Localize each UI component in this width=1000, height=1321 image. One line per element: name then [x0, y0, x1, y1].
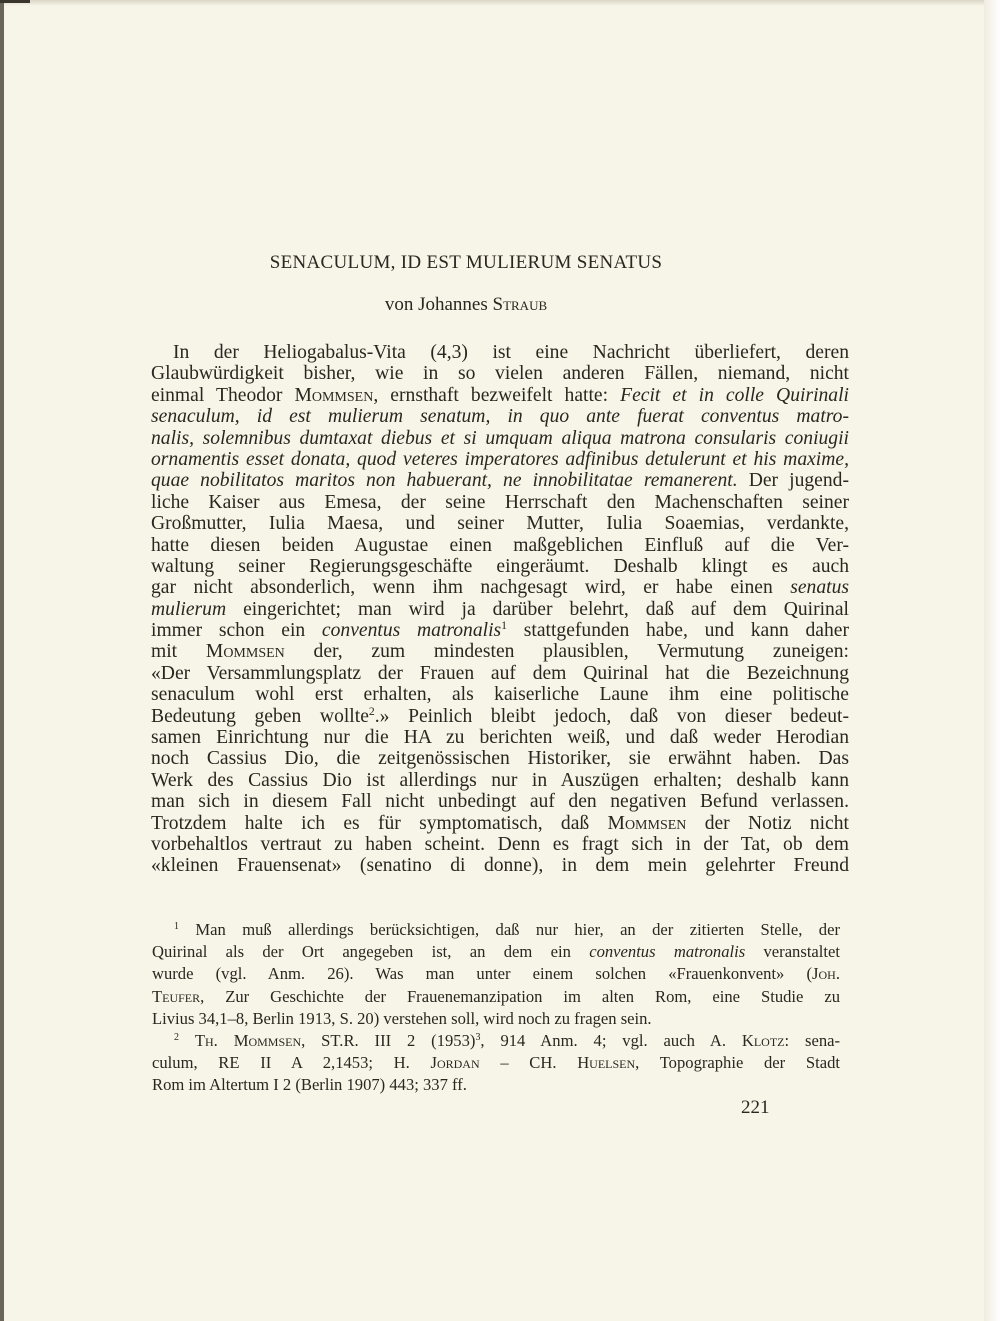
footnote-line — [152, 963, 840, 985]
text-run: Rom im Altertum I 2 (Berlin 1907) 443; 337 ff. — [152, 1075, 467, 1095]
text-run: immer schon ein — [151, 620, 322, 642]
body-line — [151, 834, 849, 855]
text-run: – CH. — [479, 1053, 578, 1073]
smallcaps-name: Teufer — [152, 986, 201, 1006]
text-run: vorbehaltlos vertraut zu haben scheint. Denn es fragt sich in der Tat, ob dem — [151, 833, 849, 855]
body-line — [151, 684, 849, 705]
body-line — [151, 535, 849, 556]
body-line — [151, 706, 849, 727]
footnote-line — [152, 1074, 840, 1096]
body-line — [151, 449, 849, 470]
text-run: Man muß allerdings berücksichtigen, daß nur hier, an der zitierten Stelle, der — [178, 920, 840, 939]
text-run: gar nicht absonderlich, wenn ihm nachgesagt wird, er habe einen — [151, 577, 791, 599]
body-line — [151, 513, 849, 534]
page-number: 221 — [741, 1097, 770, 1118]
body-line — [151, 342, 849, 363]
text-run: «kleinen Frauensenat» (senatino di donne), in dem mein gelehrter Freund — [151, 855, 849, 877]
text-run: Großmutter, Iulia Maesa, und seiner Mutter, Iulia Soaemias, verdankte, — [151, 513, 849, 535]
body-line — [151, 556, 849, 577]
footnote-line — [152, 1052, 840, 1074]
text-run: In der Heliogabalus-Vita (4,3) ist eine Nachricht überliefert, deren — [173, 342, 849, 363]
italic-text: ornamentis esset donata, quod veteres imperatores adfinibus detulerunt et his maxime, — [151, 448, 849, 470]
italic-text: conventus matronalis — [589, 942, 746, 962]
text-run: liche Kaiser aus Emesa, der seine Herrschaft den Machenschaften seiner — [151, 491, 849, 513]
text-run: , ST.R. III 2 (1953) — [301, 1030, 476, 1050]
text-run: der Notiz nicht — [686, 812, 849, 834]
text-run: man sich in diesem Fall nicht unbedingt auf den negativen Befund verlassen. — [151, 791, 849, 813]
text-run: hatte diesen beiden Augustae einen maßgeblichen Einfluß auf die Ver- — [151, 534, 849, 556]
footnote-marker: 1 — [174, 921, 179, 933]
text-run: , ernsthaft bezweifelt hatte: — [373, 384, 621, 406]
text-run: Trotzdem halte ich es für symptomatisch, daß — [151, 812, 608, 834]
body-line — [151, 770, 849, 791]
text-run: , 914 Anm. 4; vgl. auch A. — [480, 1030, 742, 1050]
article-title: SENACULUM, ID EST MULIERUM SENATUS — [269, 252, 663, 273]
author-name: Straub — [492, 294, 548, 315]
smallcaps-name: Mommsen — [607, 812, 687, 834]
text-run: «Der Versammlungsplatz der Frauen auf dem Quirinal hat die Bezeichnung — [151, 662, 849, 684]
body-line — [151, 492, 849, 513]
footnote-line — [152, 919, 840, 941]
body-line — [151, 791, 849, 812]
text-run: Bedeutung geben wollte — [151, 705, 369, 727]
body-line — [151, 470, 849, 491]
body-line — [151, 428, 849, 449]
footnote-marker: 2 — [174, 1031, 179, 1043]
text-run — [179, 1031, 195, 1050]
text-run: waltung seiner Regierungsgeschäfte eingeräumt. Deshalb klingt es auch — [151, 555, 849, 577]
italic-text: conventus matronalis — [321, 620, 502, 642]
smallcaps-name: Th. Mommsen — [194, 1030, 302, 1050]
text-run: der, zum mindesten plausiblen, Vermutung zuneigen: — [284, 641, 849, 663]
text-run: Der jugend- — [737, 470, 849, 492]
scan-edge-corner — [0, 0, 30, 3]
footnote-line — [152, 941, 840, 963]
footnote-marker: 2 — [368, 704, 375, 718]
text-run: senaculum wohl erst erhalten, als kaiserliche Laune ihm eine politische — [151, 684, 849, 706]
italic-text: senaculum, id est mulierum senatum, in quo ante fuerat conventus matro- — [151, 406, 849, 428]
footnote-marker: 1 — [501, 619, 508, 633]
body-line — [151, 855, 849, 876]
body-line — [151, 748, 849, 769]
body-line — [151, 599, 849, 620]
italic-text: senatus — [790, 577, 849, 599]
footnote-marker: 3 — [475, 1031, 481, 1043]
footnote-line — [152, 1030, 840, 1052]
text-run: : sena- — [784, 1030, 841, 1050]
body-text — [151, 342, 849, 877]
scan-edge-left — [0, 0, 4, 1321]
smallcaps-name: Jordan — [430, 1053, 480, 1073]
footnotes — [152, 919, 840, 1097]
italic-text: Fecit et in colle Quirinali — [620, 384, 849, 406]
italic-text: mulierum — [151, 598, 227, 620]
text-run: eingerichtet; man wird ja darüber belehrt, daß auf dem Quirinal — [226, 598, 849, 620]
smallcaps-name: Huelsen — [577, 1053, 636, 1073]
italic-text: quae nobilitatos maritos non habuerant, ne innobilitatae remanerent. — [151, 470, 738, 492]
text-run: , Topographie der Stadt — [635, 1053, 840, 1073]
text-run: Livius 34,1–8, Berlin 1913, S. 20) verstehen soll, wird noch zu fragen sein. — [152, 1008, 652, 1028]
text-run: wurde (vgl. Anm. 26). Was man unter einem solchen «Frauenkonvent» ( — [152, 964, 813, 984]
text-run: mit — [151, 641, 206, 663]
text-run: einmal Theodor — [151, 384, 295, 406]
scan-edge-top — [0, 0, 1000, 6]
text-run: stattgefunden habe, und kann daher — [507, 620, 849, 642]
body-line — [151, 385, 849, 406]
body-line — [151, 406, 849, 427]
smallcaps-name: Klotz — [741, 1030, 785, 1050]
smallcaps-name: Mommsen — [294, 384, 374, 406]
text-run: Werk des Cassius Dio ist allerdings nur in Auszügen erhalten; deshalb kann — [151, 769, 849, 791]
footnote-line — [152, 1008, 840, 1030]
smallcaps-name: Mommsen — [205, 641, 285, 663]
scan-edge-right — [984, 0, 1000, 1321]
smallcaps-name: Joh. — [812, 964, 840, 984]
article-author — [0, 294, 932, 316]
author-prefix: von Johannes — [384, 294, 493, 315]
text-run: .» Peinlich bleibt jedoch, daß von dieser bedeut- — [374, 705, 849, 727]
footnote-line — [152, 986, 840, 1008]
body-line — [151, 641, 849, 662]
text-run: Quirinal als der Ort angegeben ist, an dem ein — [152, 942, 590, 962]
body-line — [151, 620, 849, 641]
italic-text: nalis, solemnibus dumtaxat diebus et si umquam aliqua matrona consularis coniugii — [151, 427, 849, 449]
text-run: samen Einrichtung nur die HA zu berichten weiß, und daß weder Herodian — [151, 727, 849, 749]
text-run: , Zur Geschichte der Frauenemanzipation im alten Rom, eine Studie zu — [200, 986, 840, 1006]
body-line — [151, 363, 849, 384]
text-run: veranstaltet — [745, 942, 840, 962]
text-run: culum, RE II A 2,1453; H. — [152, 1053, 431, 1073]
body-line — [151, 663, 849, 684]
text-run: noch Cassius Dio, die zeitgenössischen Historiker, sie erwähnt haben. Das — [151, 748, 849, 770]
body-line — [151, 813, 849, 834]
text-run: Glaubwürdigkeit bisher, wie in so vielen anderen Fällen, niemand, nicht — [151, 363, 849, 385]
body-line — [151, 727, 849, 748]
body-line — [151, 577, 849, 598]
